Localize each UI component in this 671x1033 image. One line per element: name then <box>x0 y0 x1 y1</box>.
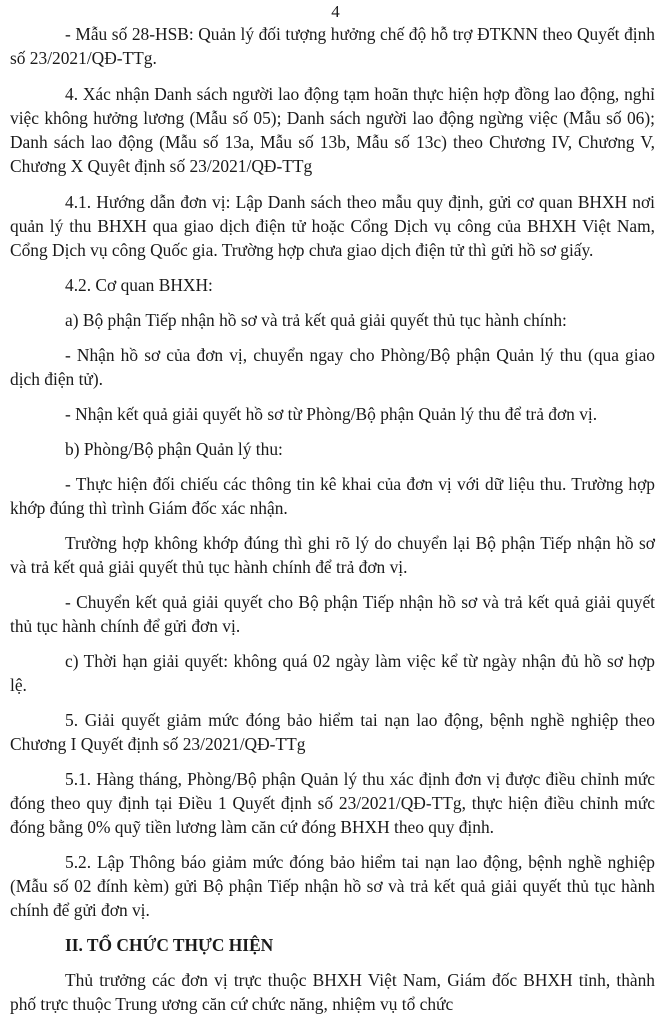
paragraph: - Mẫu số 28-HSB: Quản lý đối tượng hưởng chế độ hỗ trợ ĐTKNN theo Quyết định số 23/2021/QĐ-TTg. <box>10 24 655 68</box>
paragraph: - Nhận kết quả giải quyết hồ sơ từ Phòng/Bộ phận Quản lý thu để trả đơn vị. <box>65 404 598 424</box>
paragraph: 4.2. Cơ quan BHXH: <box>65 275 213 295</box>
section-heading: II. TỔ CHỨC THỰC HIỆN <box>65 935 274 955</box>
document-body <box>10 20 655 1016</box>
paragraph: - Nhận hồ sơ của đơn vị, chuyển ngay cho Phòng/Bộ phận Quản lý thu (qua giao dịch điện tử). <box>10 345 655 389</box>
page-number: 4 <box>331 2 340 21</box>
paragraph: 4. Xác nhận Danh sách người lao động tạm hoãn thực hiện hợp đồng lao động, nghỉ việc không hưởng lương (Mẫu số 05); Danh sách người lao động ngừng việc (Mẫu số 06); Danh sách lao động (Mẫu số 13a, Mẫu số 13b, Mẫu số 13c) theo Chương IV, Chương V, Chương X Quyêt định số 23/2021/QĐ-TTg <box>10 84 655 176</box>
paragraph: 5.1. Hàng tháng, Phòng/Bộ phận Quản lý thu xác định đơn vị được điều chỉnh mức đóng theo quy định tại Điều 1 Quyết định số 23/2021/QĐ-TTg, thực hiện điều chỉnh mức đóng bằng 0% quỹ tiền lương làm căn cứ đóng BHXH theo quy định. <box>10 769 655 837</box>
paragraph: c) Thời hạn giải quyết: không quá 02 ngày làm việc kể từ ngày nhận đủ hồ sơ hợp lệ. <box>10 651 655 695</box>
paragraph: - Chuyển kết quả giải quyết cho Bộ phận Tiếp nhận hồ sơ và trả kết quả giải quyết thủ tục hành chính để gửi đơn vị. <box>10 592 655 636</box>
paragraph: a) Bộ phận Tiếp nhận hồ sơ và trả kết quả giải quyết thủ tục hành chính: <box>65 310 567 330</box>
paragraph: - Thực hiện đối chiếu các thông tin kê khai của đơn vị với dữ liệu thu. Trường hợp khớp đúng thì trình Giám đốc xác nhận. <box>10 474 655 518</box>
paragraph: b) Phòng/Bộ phận Quản lý thu: <box>65 439 283 459</box>
paragraph: 5. Giải quyết giảm mức đóng bảo hiểm tai nạn lao động, bệnh nghề nghiệp theo Chương I Quyết định số 23/2021/QĐ-TTg <box>10 710 655 754</box>
paragraph: Thủ trưởng các đơn vị trực thuộc BHXH Việt Nam, Giám đốc BHXH tỉnh, thành phố trực thuộc Trung ương căn cứ chức năng, nhiệm vụ tổ chức <box>10 970 655 1014</box>
paragraph: 4.1. Hướng dẫn đơn vị: Lập Danh sách theo mẫu quy định, gửi cơ quan BHXH nơi quản lý thu BHXH qua giao dịch điện tử hoặc Cổng Dịch vụ công của BHXH Việt Nam, Cổng Dịch vụ công Quốc gia. Trường hợp chưa giao dịch điện tử thì gửi hồ sơ giấy. <box>10 192 655 260</box>
paragraph: Trường hợp không khớp đúng thì ghi rõ lý do chuyển lại Bộ phận Tiếp nhận hồ sơ và trả kết quả giải quyết thủ tục hành chính để trả đơn vị. <box>10 533 655 577</box>
paragraph: 5.2. Lập Thông báo giảm mức đóng bảo hiểm tai nạn lao động, bệnh nghề nghiệp (Mẫu số 02 đính kèm) gửi Bộ phận Tiếp nhận hồ sơ và trả kết quả giải quyết thủ tục hành chính để gửi đơn vị. <box>10 852 655 920</box>
